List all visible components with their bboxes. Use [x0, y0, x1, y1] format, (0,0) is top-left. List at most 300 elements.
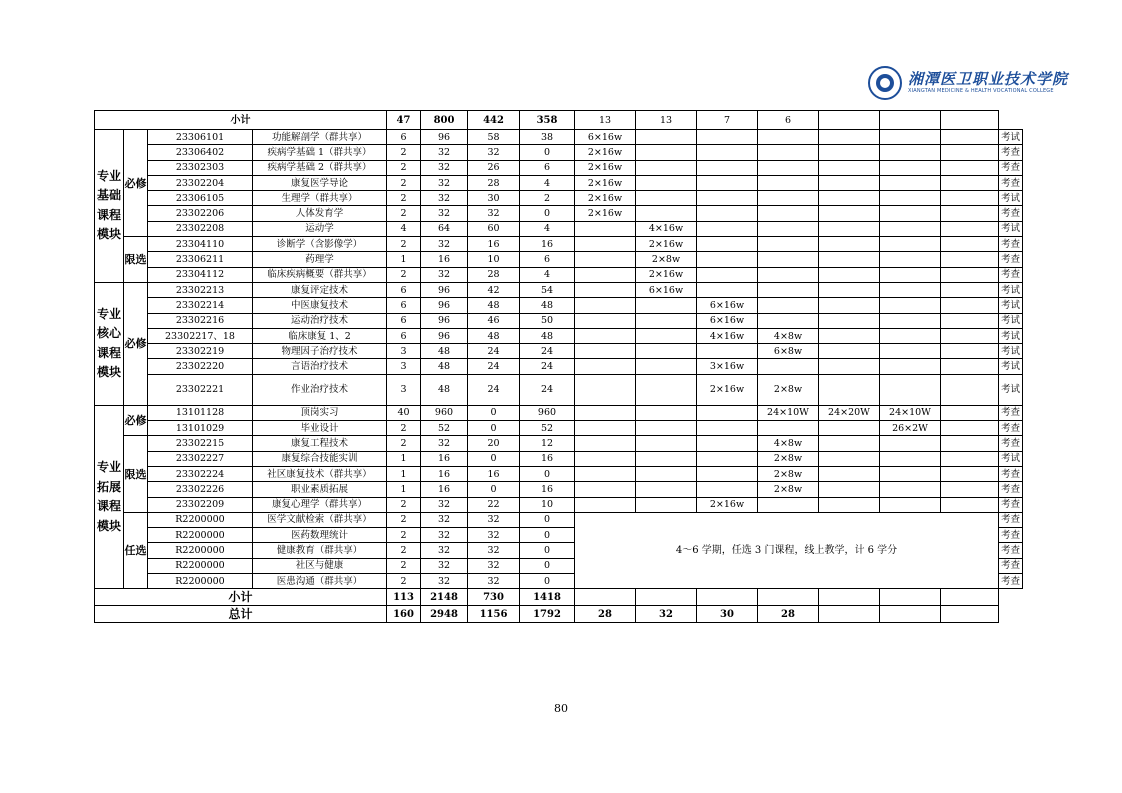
- value-cell: 24: [520, 374, 575, 405]
- value-cell: 30: [697, 606, 758, 623]
- value-cell: [575, 482, 636, 497]
- value-cell: [819, 497, 880, 512]
- exam-type: 考试: [999, 130, 1023, 145]
- value-cell: 24: [520, 359, 575, 374]
- value-cell: 96: [421, 282, 468, 297]
- value-cell: 2148: [421, 589, 468, 606]
- value-cell: 2×8w: [758, 374, 819, 405]
- course-code: R2200000: [148, 574, 253, 589]
- value-cell: [941, 589, 999, 606]
- value-cell: [636, 313, 697, 328]
- table-row: [95, 482, 1023, 497]
- value-cell: [819, 482, 880, 497]
- value-cell: 0: [520, 206, 575, 221]
- value-cell: [819, 359, 880, 374]
- value-cell: 24: [468, 344, 520, 359]
- table-row: [95, 267, 1023, 282]
- exam-type: 考试: [999, 221, 1023, 236]
- value-cell: [941, 421, 999, 436]
- value-cell: [636, 206, 697, 221]
- value-cell: 16: [421, 482, 468, 497]
- course-code: 23302204: [148, 175, 253, 190]
- school-name-en: XIANGTAN MEDICINE & HEALTH VOCATIONAL COLLEGE: [908, 88, 1054, 94]
- total-label: 总计: [95, 606, 387, 623]
- value-cell: [819, 160, 880, 175]
- value-cell: 1: [387, 482, 421, 497]
- course-name: 康复心理学（群共享）: [253, 497, 387, 512]
- value-cell: [880, 606, 941, 623]
- exam-type: 考查: [999, 421, 1023, 436]
- value-cell: 16: [421, 451, 468, 466]
- value-cell: [697, 436, 758, 451]
- exam-type: 考试: [999, 191, 1023, 206]
- table-row: [95, 298, 1023, 313]
- exam-type: 考查: [999, 466, 1023, 481]
- value-cell: 16: [520, 482, 575, 497]
- course-code: 23302224: [148, 466, 253, 481]
- table-row: [95, 206, 1023, 221]
- course-name: 人体发育学: [253, 206, 387, 221]
- course-type-label: 必修: [124, 130, 148, 237]
- table-row: [95, 145, 1023, 160]
- table-row: [95, 466, 1023, 481]
- value-cell: [941, 282, 999, 297]
- course-name: 作业治疗技术: [253, 374, 387, 405]
- course-code: 23306101: [148, 130, 253, 145]
- exam-type: 考查: [999, 175, 1023, 190]
- value-cell: 4×8w: [758, 436, 819, 451]
- value-cell: [880, 267, 941, 282]
- table-row: [95, 436, 1023, 451]
- value-cell: [941, 267, 999, 282]
- value-cell: [697, 237, 758, 252]
- value-cell: [880, 374, 941, 405]
- course-code: R2200000: [148, 512, 253, 527]
- value-cell: 3: [387, 344, 421, 359]
- value-cell: [941, 451, 999, 466]
- value-cell: [941, 466, 999, 481]
- value-cell: 48: [421, 359, 468, 374]
- value-cell: 24×20W: [819, 405, 880, 420]
- value-cell: 48: [520, 298, 575, 313]
- value-cell: [819, 130, 880, 145]
- course-code: 23302221: [148, 374, 253, 405]
- value-cell: [758, 282, 819, 297]
- exam-type: 考查: [999, 252, 1023, 267]
- value-cell: 40: [387, 405, 421, 420]
- table-row: [95, 221, 1023, 236]
- value-cell: 2×16w: [636, 267, 697, 282]
- value-cell: 47: [387, 111, 421, 130]
- value-cell: 96: [421, 298, 468, 313]
- value-cell: 24: [520, 344, 575, 359]
- value-cell: 32: [421, 574, 468, 589]
- value-cell: [941, 606, 999, 623]
- value-cell: 20: [468, 436, 520, 451]
- value-cell: [758, 589, 819, 606]
- value-cell: [819, 344, 880, 359]
- value-cell: 6×16w: [575, 130, 636, 145]
- exam-type: 考试: [999, 298, 1023, 313]
- course-name: 物理因子治疗技术: [253, 344, 387, 359]
- course-code: 23302208: [148, 221, 253, 236]
- value-cell: 2: [387, 145, 421, 160]
- value-cell: 48: [520, 328, 575, 343]
- course-name: 社区康复技术（群共享）: [253, 466, 387, 481]
- value-cell: 0: [520, 528, 575, 543]
- value-cell: 38: [520, 130, 575, 145]
- exam-type: 考查: [999, 267, 1023, 282]
- exam-type: 考试: [999, 374, 1023, 405]
- value-cell: 0: [468, 405, 520, 420]
- value-cell: [819, 451, 880, 466]
- exam-type: 考查: [999, 512, 1023, 527]
- value-cell: 32: [468, 512, 520, 527]
- value-cell: 6×16w: [697, 313, 758, 328]
- value-cell: 2×16w: [575, 160, 636, 175]
- value-cell: 96: [421, 313, 468, 328]
- value-cell: 96: [421, 328, 468, 343]
- value-cell: 50: [520, 313, 575, 328]
- value-cell: 2×8w: [758, 451, 819, 466]
- value-cell: 6: [387, 313, 421, 328]
- value-cell: 28: [468, 267, 520, 282]
- value-cell: 2×16w: [575, 206, 636, 221]
- value-cell: 0: [520, 543, 575, 558]
- value-cell: [941, 111, 999, 130]
- value-cell: [758, 298, 819, 313]
- value-cell: [941, 160, 999, 175]
- value-cell: 3: [387, 359, 421, 374]
- value-cell: [575, 328, 636, 343]
- value-cell: 2×8w: [636, 252, 697, 267]
- value-cell: [941, 497, 999, 512]
- value-cell: [880, 328, 941, 343]
- exam-type: 考试: [999, 451, 1023, 466]
- table-row: [95, 328, 1023, 343]
- value-cell: [697, 466, 758, 481]
- value-cell: [636, 482, 697, 497]
- value-cell: [758, 497, 819, 512]
- value-cell: [941, 175, 999, 190]
- value-cell: 24: [468, 359, 520, 374]
- school-logo: [868, 66, 1069, 104]
- value-cell: [697, 145, 758, 160]
- value-cell: 32: [421, 145, 468, 160]
- value-cell: 1: [387, 451, 421, 466]
- course-name: 运动学: [253, 221, 387, 236]
- value-cell: 32: [421, 237, 468, 252]
- value-cell: [819, 175, 880, 190]
- value-cell: [575, 497, 636, 512]
- value-cell: [758, 313, 819, 328]
- course-name: 职业素质拓展: [253, 482, 387, 497]
- value-cell: [697, 252, 758, 267]
- value-cell: [575, 237, 636, 252]
- value-cell: [941, 145, 999, 160]
- value-cell: 32: [421, 497, 468, 512]
- value-cell: 4×8w: [758, 328, 819, 343]
- school-emblem-icon: [868, 66, 902, 100]
- table-row: [95, 497, 1023, 512]
- value-cell: 2: [387, 160, 421, 175]
- value-cell: [880, 206, 941, 221]
- value-cell: 24: [468, 374, 520, 405]
- course-code: 23304112: [148, 267, 253, 282]
- value-cell: [819, 328, 880, 343]
- exam-type: 考查: [999, 482, 1023, 497]
- value-cell: [636, 589, 697, 606]
- value-cell: 6: [387, 130, 421, 145]
- value-cell: [697, 482, 758, 497]
- value-cell: [819, 145, 880, 160]
- value-cell: 12: [520, 436, 575, 451]
- value-cell: [880, 344, 941, 359]
- value-cell: [941, 405, 999, 420]
- value-cell: [880, 221, 941, 236]
- course-name: 言语治疗技术: [253, 359, 387, 374]
- value-cell: [880, 130, 941, 145]
- value-cell: [575, 374, 636, 405]
- value-cell: [819, 436, 880, 451]
- exam-type: 考试: [999, 359, 1023, 374]
- course-name: 中医康复技术: [253, 298, 387, 313]
- course-name: 康复综合技能实训: [253, 451, 387, 466]
- value-cell: 2: [387, 497, 421, 512]
- value-cell: [880, 282, 941, 297]
- value-cell: 32: [421, 543, 468, 558]
- value-cell: [636, 421, 697, 436]
- value-cell: 32: [421, 436, 468, 451]
- value-cell: [758, 267, 819, 282]
- value-cell: 6×8w: [758, 344, 819, 359]
- course-name: 临床疾病概要（群共享）: [253, 267, 387, 282]
- value-cell: 10: [468, 252, 520, 267]
- value-cell: [758, 160, 819, 175]
- value-cell: [880, 466, 941, 481]
- value-cell: 0: [468, 421, 520, 436]
- value-cell: 58: [468, 130, 520, 145]
- course-code: 23302303: [148, 160, 253, 175]
- value-cell: 26×2W: [880, 421, 941, 436]
- value-cell: 42: [468, 282, 520, 297]
- value-cell: [575, 421, 636, 436]
- value-cell: 2×16w: [575, 175, 636, 190]
- value-cell: [758, 252, 819, 267]
- value-cell: [575, 267, 636, 282]
- table-row: [95, 374, 1023, 405]
- value-cell: 6: [520, 252, 575, 267]
- value-cell: 0: [520, 558, 575, 573]
- course-name: 毕业设计: [253, 421, 387, 436]
- value-cell: 32: [468, 543, 520, 558]
- course-name: 医学文献检索（群共享）: [253, 512, 387, 527]
- value-cell: 1156: [468, 606, 520, 623]
- value-cell: [697, 405, 758, 420]
- value-cell: 13: [575, 111, 636, 130]
- value-cell: [575, 466, 636, 481]
- module-label: 专业拓展课程模块: [95, 405, 124, 589]
- course-name: 临床康复 1、2: [253, 328, 387, 343]
- value-cell: [636, 436, 697, 451]
- exam-type: 考试: [999, 313, 1023, 328]
- value-cell: [636, 359, 697, 374]
- value-cell: [819, 466, 880, 481]
- value-cell: [941, 313, 999, 328]
- value-cell: [880, 359, 941, 374]
- value-cell: [819, 313, 880, 328]
- table-row: [95, 451, 1023, 466]
- table-row: [95, 252, 1023, 267]
- value-cell: 28: [758, 606, 819, 623]
- value-cell: 32: [468, 206, 520, 221]
- value-cell: [819, 111, 880, 130]
- value-cell: 3: [387, 374, 421, 405]
- value-cell: [575, 436, 636, 451]
- value-cell: 2×16w: [636, 237, 697, 252]
- value-cell: 800: [421, 111, 468, 130]
- value-cell: 54: [520, 282, 575, 297]
- value-cell: 0: [468, 482, 520, 497]
- value-cell: [880, 298, 941, 313]
- value-cell: 52: [421, 421, 468, 436]
- value-cell: 2: [387, 436, 421, 451]
- value-cell: [636, 160, 697, 175]
- value-cell: 32: [421, 512, 468, 527]
- value-cell: 24×10W: [880, 405, 941, 420]
- value-cell: 2: [387, 191, 421, 206]
- value-cell: [636, 191, 697, 206]
- subtotal-row: [95, 111, 1023, 130]
- value-cell: 0: [520, 145, 575, 160]
- exam-type: 考查: [999, 436, 1023, 451]
- value-cell: [636, 298, 697, 313]
- value-cell: [636, 344, 697, 359]
- course-name: 康复评定技术: [253, 282, 387, 297]
- value-cell: 2: [387, 558, 421, 573]
- course-code: 23302209: [148, 497, 253, 512]
- value-cell: [819, 237, 880, 252]
- value-cell: 6: [387, 282, 421, 297]
- subtotal-row: [95, 589, 1023, 606]
- course-type-label: 限选: [124, 436, 148, 512]
- value-cell: [941, 344, 999, 359]
- value-cell: [880, 589, 941, 606]
- value-cell: 1: [387, 466, 421, 481]
- value-cell: 16: [520, 237, 575, 252]
- value-cell: 2: [387, 421, 421, 436]
- value-cell: 16: [520, 451, 575, 466]
- value-cell: 32: [468, 145, 520, 160]
- exam-type: 考查: [999, 574, 1023, 589]
- table-row: [95, 405, 1023, 420]
- value-cell: 2×16w: [697, 374, 758, 405]
- value-cell: [941, 252, 999, 267]
- table-row: [95, 313, 1023, 328]
- course-code: 23302216: [148, 313, 253, 328]
- value-cell: 4: [387, 221, 421, 236]
- value-cell: 358: [520, 111, 575, 130]
- course-type-label: 限选: [124, 237, 148, 283]
- value-cell: [819, 298, 880, 313]
- value-cell: [819, 589, 880, 606]
- value-cell: [880, 111, 941, 130]
- value-cell: [941, 436, 999, 451]
- value-cell: 2×8w: [758, 482, 819, 497]
- value-cell: 2: [387, 574, 421, 589]
- value-cell: [880, 175, 941, 190]
- value-cell: 48: [468, 328, 520, 343]
- value-cell: 0: [468, 451, 520, 466]
- course-name: 康复医学导论: [253, 175, 387, 190]
- value-cell: 730: [468, 589, 520, 606]
- value-cell: [758, 237, 819, 252]
- value-cell: [941, 298, 999, 313]
- value-cell: 6: [758, 111, 819, 130]
- total-row: [95, 606, 1023, 623]
- value-cell: [697, 206, 758, 221]
- value-cell: 26: [468, 160, 520, 175]
- value-cell: 4: [520, 175, 575, 190]
- value-cell: [697, 191, 758, 206]
- course-code: 23302220: [148, 359, 253, 374]
- value-cell: 30: [468, 191, 520, 206]
- exam-type: 考查: [999, 405, 1023, 420]
- value-cell: 3×16w: [697, 359, 758, 374]
- value-cell: [880, 160, 941, 175]
- course-name: 生理学（群共享）: [253, 191, 387, 206]
- value-cell: [575, 344, 636, 359]
- course-name: 医药数理统计: [253, 528, 387, 543]
- exam-type: 考试: [999, 282, 1023, 297]
- value-cell: [758, 359, 819, 374]
- value-cell: 4×16w: [697, 328, 758, 343]
- value-cell: 4: [520, 221, 575, 236]
- value-cell: [697, 451, 758, 466]
- table-row: [95, 421, 1023, 436]
- value-cell: 32: [421, 528, 468, 543]
- course-name: 运动治疗技术: [253, 313, 387, 328]
- table-row: [95, 282, 1023, 297]
- value-cell: [819, 267, 880, 282]
- course-code: 23306402: [148, 145, 253, 160]
- value-cell: [819, 191, 880, 206]
- value-cell: 2: [387, 512, 421, 527]
- course-code: 23304110: [148, 237, 253, 252]
- value-cell: [697, 221, 758, 236]
- table-row: [95, 512, 1023, 527]
- value-cell: [575, 405, 636, 420]
- value-cell: [697, 344, 758, 359]
- page-number: 80: [554, 702, 568, 715]
- value-cell: 4×16w: [636, 221, 697, 236]
- course-code: 23302206: [148, 206, 253, 221]
- value-cell: 2×16w: [575, 191, 636, 206]
- value-cell: 52: [520, 421, 575, 436]
- table-row: [95, 160, 1023, 175]
- value-cell: [636, 328, 697, 343]
- value-cell: [758, 145, 819, 160]
- table-row: [95, 130, 1023, 145]
- value-cell: [758, 221, 819, 236]
- value-cell: [636, 374, 697, 405]
- value-cell: [758, 130, 819, 145]
- value-cell: [819, 606, 880, 623]
- value-cell: 1418: [520, 589, 575, 606]
- value-cell: [575, 221, 636, 236]
- value-cell: 28: [468, 175, 520, 190]
- value-cell: 6×16w: [697, 298, 758, 313]
